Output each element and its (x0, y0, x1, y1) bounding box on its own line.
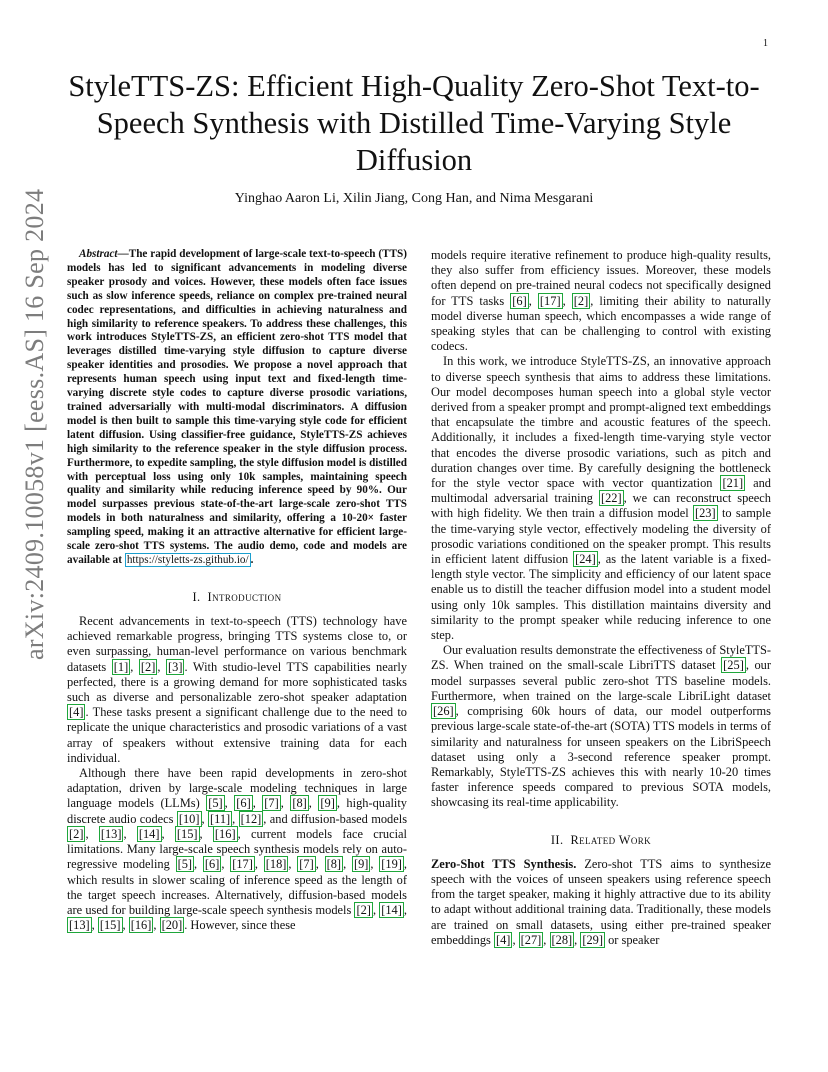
page-number: 1 (763, 38, 768, 49)
citation-link[interactable]: [25] (723, 658, 744, 673)
citation-link[interactable]: [6] (512, 293, 527, 308)
text-run: . With studio-level TTS capabilities nearly perfected, there is a growing demand for more sophisticated tasks such as diverse and personalizable zero-shot speaker adaptation (67, 659, 408, 705)
text-run: and multimodal adversarial training (431, 476, 771, 506)
citation-link[interactable]: [6] (204, 857, 220, 872)
citation-link[interactable]: [7] (264, 796, 279, 811)
text-run: , which results in slower scaling of inference speed as the length of the target speech increases. Alternatively, diffusion-based models are used for building large-scale speech synthesis models (67, 857, 408, 917)
intro-paragraph-1 (67, 614, 407, 766)
section-number: I. (192, 589, 201, 604)
intro-paragraph-4 (431, 354, 771, 643)
section-title: Related Work (570, 832, 652, 847)
citation-group: [2] , [14] , [13] , [15] , [16] , [20] (69, 902, 407, 933)
citation-link[interactable]: [2] (356, 902, 371, 917)
citation-link[interactable]: [7] (299, 857, 314, 872)
citation-link[interactable]: [8] (292, 796, 307, 811)
citation-link[interactable]: [14] (381, 902, 402, 917)
abstract-lead: Abstract (79, 248, 118, 260)
citation-link[interactable]: [19] (381, 857, 402, 872)
citation-link[interactable]: [4] (69, 705, 84, 720)
citation-link[interactable]: [16] (214, 826, 236, 841)
author-list: Yinghao Aaron Li, Xilin Jiang, Cong Han, and Nima Mesgarani (234, 191, 594, 206)
text-run: to sample the time-varying style vector, effectively modeling the diversity of prosodic variations conditioned on the speaker prompt. This results in efficient latent diffusion (431, 506, 771, 567)
citation-group: [2] , [13] , [14] , [15] , [16] (69, 826, 236, 841)
text-run: , and diffusion-based models (263, 811, 408, 826)
text-run: Zero-shot TTS aims to synthesize speech with the voices of unseen speakers using reference speech from the target speaker, making it highly attractive due to its ability to adapt without additional training data. Traditionally, these models are trained on small datasets, using either pre-trained speaker embeddings (431, 856, 771, 947)
citation-link[interactable]: [29] (582, 932, 604, 947)
text-run: Our evaluation results demonstrate the effectiveness of StyleTTS-ZS. When trained on the small-scale LibriTTS dataset (431, 643, 771, 673)
text-run: , as the latent variable is a fixed-length style vector. The simplicity and efficiency of our latent space enable us to distill the teacher diffusion model into a student model using only 10k samples. This distillation maintains diversity and similarity to the prompt speaker while reducing inference to one step. (431, 552, 771, 643)
citation-link[interactable]: [15] (99, 918, 121, 933)
citation-link[interactable]: [27] (520, 932, 542, 947)
text-run: , limiting their ability to naturally model diverse human speech, which encompasses a wide range of speaking styles that can be challenging to control with existing codecs. (431, 293, 772, 354)
section-number: II. (550, 832, 564, 847)
left-column (67, 248, 407, 933)
text-run: In this work, we introduce StyleTTS-ZS, an innovative approach to diverse speech synthesis that aims to address these limitations. Our model decomposes human speech into a global style vector derived from a speaker prompt and prompt-aligned text embeddings that encapsulate the timbre and acoustic features of the speech. Additionally, it includes a fixed-length time-varying style vector that encodes the diverse prosodic variations, such as pitch and duration changes over time. By carefully designing the bottleneck for the style vector space with vector quantization (431, 354, 771, 491)
abstract-end: . (250, 553, 254, 566)
intro-paragraph-2 (67, 766, 407, 933)
citation-link[interactable]: [10] (178, 811, 200, 826)
citation-link[interactable]: [13] (69, 918, 90, 933)
abstract (67, 248, 407, 568)
abstract-text: —The rapid development of large-scale text-to-speech (TTS) models has led to significant advancements in modeling diverse speaker prosody and voices. However, these models often face issues such as slow inference speeds, reliance on complex pre-trained neural codec representations, and difficulties in achieving naturalness and high similarity to reference speakers. To address these challenges, this work introduces StyleTTS-ZS, an efficient zero-shot TTS model that leverages distilled time-varying style diffusion to capture diverse speaker identities and prosodies. We propose a novel approach that represents human speech using input text and fixed-length time-varying discrete style codes to capture diverse prosodic variations, trained adversarially with multi-modal discriminators. A diffusion model is then built to sample this time-varying style code for efficient latent diffusion. Using classifier-free guidance, StyleTTS-ZS achieves high similarity to the reference speaker in the style diffusion process. Furthermore, to expedite sampling, the style diffusion model is distilled with perceptual loss using only 10k samples, maintaining speech quality and similarity while reducing inference speed by 90%. Our model surpasses previous state-of-the-art large-scale zero-shot TTS models in both naturalness and similarity, offering a 10-20× faster sampling speed, making it an attractive alternative for efficient large-scale zero-shot TTS systems. The audio demo, code and models are available at (67, 248, 407, 566)
citation-link[interactable]: [22] (600, 491, 622, 506)
citation-link[interactable]: [12] (240, 811, 262, 826)
citation-link[interactable]: [6] (236, 796, 251, 811)
arxiv-stamp: arXiv:2409.10058v1 [eess.AS] 16 Sep 2024 (20, 188, 49, 660)
citation-link[interactable]: [26] (433, 704, 454, 719)
text-run: , high-quality discrete audio codecs (67, 796, 407, 826)
citation-link[interactable]: [14] (138, 826, 160, 841)
citation-group: [4] , [27] , [28] , [29] (495, 932, 604, 947)
citation-link[interactable]: [2] (140, 659, 156, 674)
section-heading-introduction (67, 590, 407, 605)
citation-group: [5] , [6] , [17] , [18] , [7] , [8] , [9] , [19] (177, 857, 402, 872)
citation-link[interactable]: [20] (161, 918, 183, 933)
citation-group: [5] , [6] , [7] , [8] , [9] (208, 796, 335, 811)
text-run: models require iterative refinement to produce high-quality results, they also suffer from efficiency issues. Moreover, these models often depend on pre-trained neural codecs not specifically designed for TTS tasks (431, 248, 771, 308)
citation-link[interactable]: [4] (495, 932, 511, 947)
citation-link[interactable]: [3] (168, 659, 183, 674)
text-run: Although there have been rapid developments in zero-shot adaptation, driven by large-scale modeling techniques in large language models (LLMs) (67, 766, 407, 811)
citation-link[interactable]: [21] (722, 476, 744, 491)
project-link[interactable]: https://styletts-zs.github.io/ (126, 553, 249, 566)
citation-group: [6] , [17] , [2] (512, 293, 589, 308)
paragraph-heading: Zero-Shot TTS Synthesis. (431, 856, 577, 871)
intro-paragraph-5 (431, 643, 771, 810)
citation-link[interactable]: [5] (208, 796, 223, 811)
citation-link[interactable]: [11] (209, 811, 231, 826)
citation-link[interactable]: [17] (232, 857, 253, 872)
text-run: Recent advancements in text-to-speech (TTS) technology have achieved remarkable progress, bringing TTS systems close to, or even surpassing, human-level performance on various benchmark datasets (67, 614, 407, 674)
citation-link[interactable]: [2] (69, 826, 84, 841)
section-heading-related-work (431, 833, 771, 848)
text-run: . However, since these (184, 918, 296, 933)
intro-paragraph-3 (431, 248, 771, 354)
citation-link[interactable]: [18] (265, 857, 287, 872)
citation-link[interactable]: [1] (113, 659, 129, 674)
text-run: , our model surpasses several public zero-shot TTS baseline models. Furthermore, when trained on the large-scale LibriLight dataset (431, 658, 771, 703)
citation-link[interactable]: [16] (130, 918, 152, 933)
section-title: Introduction (207, 589, 282, 604)
citation-link[interactable]: [2] (573, 293, 589, 308)
citation-group: [10] , [11] , [12] (178, 811, 262, 826)
right-column (431, 248, 771, 948)
citation-link[interactable]: [28] (551, 932, 573, 947)
text-run: , current models face crucial limitations. Many large-scale speech synthesis models rely on auto-regressive modeling (67, 826, 407, 872)
citation-link[interactable]: [24] (575, 552, 596, 567)
citation-link[interactable]: [9] (353, 857, 369, 872)
citation-link[interactable]: [15] (176, 826, 198, 841)
citation-link[interactable]: [5] (177, 857, 193, 872)
citation-link[interactable]: [13] (100, 826, 122, 841)
related-paragraph-1 (431, 857, 771, 948)
text-run: , (157, 659, 166, 674)
citation-link[interactable]: [17] (539, 293, 561, 308)
text-run: . These tasks present a significant challenge due to the need to replicate the unique characteristics and prosodic variations of a vast array of speakers without extensive training data for each individual. (67, 705, 407, 765)
text-run: , (130, 659, 139, 674)
citation-link[interactable]: [9] (320, 796, 335, 811)
citation-link[interactable]: [23] (694, 506, 716, 521)
text-run: or speaker (605, 932, 660, 947)
paper-title: StyleTTS-ZS: Efficient High-Quality Zero-Shot Text-to-Speech Synthesis with Distilled Time-Varying Style Diffusion (68, 69, 760, 177)
citation-link[interactable]: [8] (326, 857, 342, 872)
text-run: , comprising 60k hours of data, our model outperforms previous large-scale state-of-the-art (SOTA) TTS models in terms of similarity and naturalness for unseen speakers on the LibriSpeech dataset using only a 3-second reference speaker prompt. Remarkably, StyleTTS-ZS achieves this with nearly 10-20 times faster inference speeds compared to previous SOTA models, showcasing its real-time applicability. (431, 704, 771, 810)
text-run: , we can reconstruct speech with high fidelity. We then train a diffusion model (431, 491, 772, 521)
